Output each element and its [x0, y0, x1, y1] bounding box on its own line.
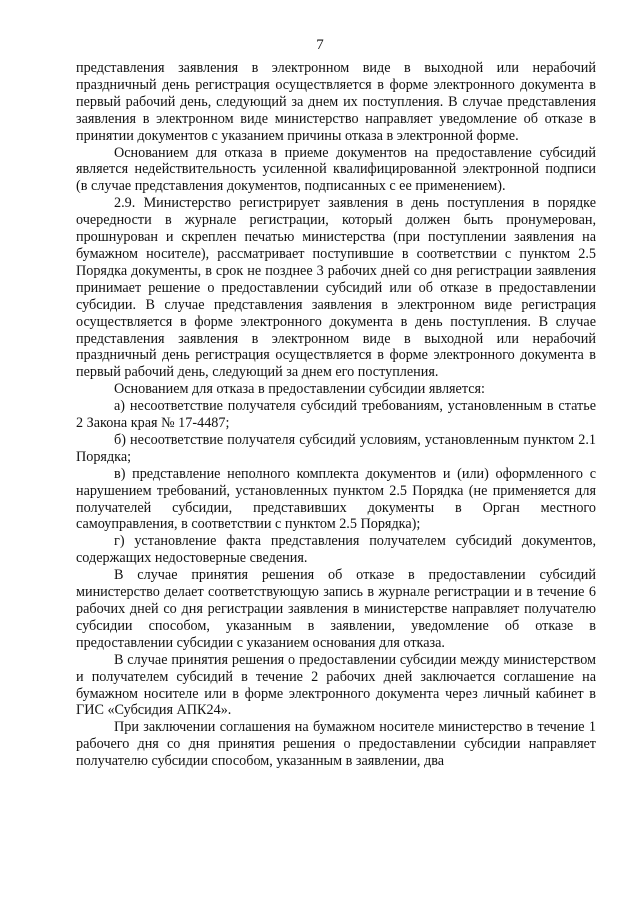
- paragraph-paper-agreement: При заключении соглашения на бумажном носителе министерство в течение 1 рабочего дня со дня принятия решения о предоставлении субсидии направляет получателю субсидии способом, указанным в заявлении, два: [76, 719, 596, 770]
- list-item-b: б) несоответствие получателя субсидий условиям, установленным пунктом 2.1 Порядка;: [76, 431, 596, 465]
- list-item-v: в) представление неполного комплекта документов и (или) оформленного с нарушением требований, установленных пунктом 2.5 Порядка (не применяется для получателей субсидии, представивших документы в Орган местного самоуправления, в соответствии с пунктом 2.5 Порядка);: [76, 465, 596, 533]
- paragraph-refusal-grounds: Основанием для отказа в предоставлении субсидии является:: [114, 381, 485, 398]
- paragraph-signature-refusal: Основанием для отказа в приеме документов на предоставление субсидий является недействительность усиленной квалифицированной электронной подписи (в случае представления документов, подписанных с ее применением).: [76, 144, 596, 195]
- document-body: [76, 60, 596, 770]
- paragraph-refusal-decision: В случае принятия решения об отказе в предоставлении субсидий министерство делает соответствующую запись в журнале регистрации и в течение 6 рабочих дней со дня регистрации заявления в министерстве направляет получателю субсидии способом, указанным в заявлении, уведомление об отказе в предоставлении субсидии с указанием основания для отказа.: [76, 567, 596, 651]
- list-item-g: г) установление факта представления получателем субсидий документов, содержащих недостоверные сведения.: [76, 533, 596, 567]
- list-item-a: а) несоответствие получателя субсидий требованиям, установленным в статье 2 Закона края № 17-4487;: [76, 398, 596, 432]
- paragraph-continuation: представления заявления в электронном виде в выходной или нерабочий праздничный день регистрация осуществляется в форме электронного документа в первый рабочий день, следующий за днем их поступления. В случае представления заявления в электронном виде министерство направляет уведомление об отказе в принятии документов с указанием причины отказа в электронной форме.: [76, 60, 596, 144]
- page-number: 7: [316, 37, 324, 53]
- paragraph-grant-decision: В случае принятия решения о предоставлении субсидии между министерством и получателем субсидий в течение 2 рабочих дней заключается соглашение на бумажном носителе или в форме электронного документа через личный кабинет в ГИС «Субсидия АПК24».: [76, 651, 596, 719]
- paragraph-2-9: 2.9. Министерство регистрирует заявления в день поступления в порядке очередности в журнале регистрации, который должен быть пронумерован, прошнурован и скреплен печатью министерства (при поступлении заявления на бумажном носителе), рассматривает поступившие в соответствии с пунктом 2.5 Порядка документы, в срок не позднее 3 рабочих дней со дня регистрации заявления принимает решение о предоставлении субсидий или об отказе в предоставлении субсидии. В случае представления заявления в электронном виде регистрация осуществляется в форме электронного документа в день поступления. В случае представления заявления в электронном виде в выходной или нерабочий праздничный день регистрация осуществляется в форме электронного документа в первый рабочий день, следующий за днем его поступления.: [76, 195, 596, 381]
